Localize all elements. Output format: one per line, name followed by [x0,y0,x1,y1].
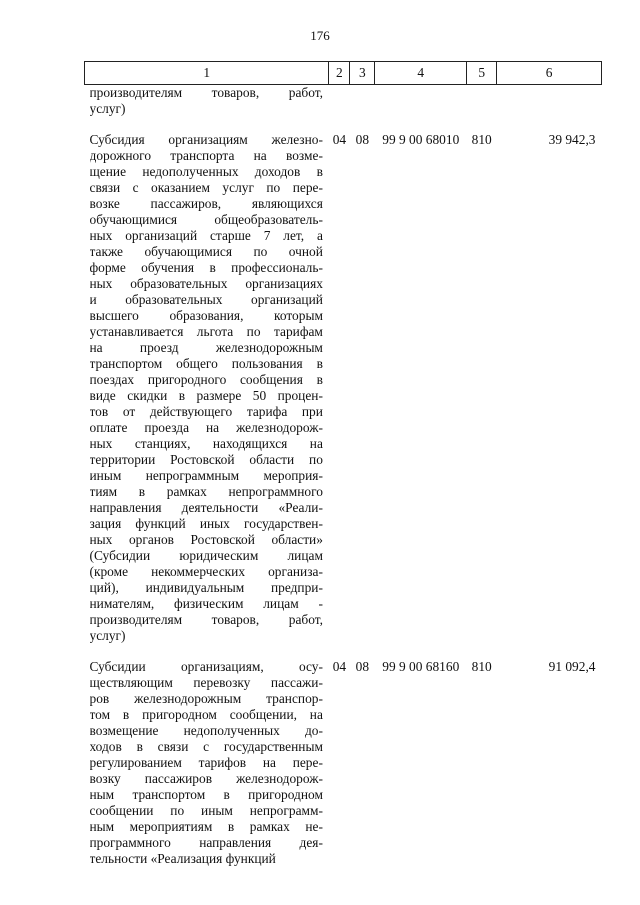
description-line: ных станциях, находящихся на [89,436,323,451]
description-line: транспортом общего пользования в [89,356,323,371]
description-line: виде скидки в размере 50 процен- [89,388,323,403]
description-line: обучающимися общеобразователь- [89,212,323,227]
row-amount: 39 942,3 [548,132,596,147]
description-line: на проезд железнодорожным [89,340,323,355]
description-line: ходов в связи с государственным [89,739,323,754]
description-line: ным транспортом в пригородном [89,787,323,802]
row-description [85,659,329,867]
description-line: нимателям, физическим лицам - [89,596,323,611]
description-line: возмещение недополученных до- [89,723,323,738]
table-header-row [85,62,602,85]
description-line: иным непрограммным мероприя- [89,468,323,483]
description-line: и образовательных организаций [89,292,323,307]
description-line: поездах пригородного сообщения в [89,372,323,387]
description-line: услуг) [89,101,126,116]
header-col-6: 6 [497,62,602,85]
description-line: связи с оказанием услуг по пере- [89,180,323,195]
row-vr: 810 [471,659,492,674]
description-line: ществляющим перевозку пассажи- [89,675,323,690]
description-line: (Субсидии юридическим лицам [89,548,323,563]
description-line: услуг) [89,628,126,643]
description-line: том в пригородном сообщении, на [89,707,323,722]
page-number: 176 [310,28,330,43]
table-row [85,659,602,867]
header-col-2: 2 [329,62,350,85]
description-line: оплате проезда на железнодорож- [89,420,323,435]
description-line: Субсидия организациям железно- [89,132,323,147]
table-row [85,132,602,644]
description-line: тов от действующего тарифа при [89,404,323,419]
row-vr: 810 [471,132,492,147]
description-line: дорожного транспорта на возме- [89,148,323,163]
description-line: ных органов Ростовской области» [89,532,323,547]
description-line: тиям в рамках непрограммного [89,484,323,499]
header-col-4: 4 [375,62,467,85]
row-csr: 99 9 00 68010 [382,132,460,147]
description-line: производителям товаров, работ, [89,612,323,627]
header-col-5: 5 [467,62,497,85]
description-line: возке пассажиров, являющихся [89,196,323,211]
description-line: сообщении по иным непрограмм- [89,803,323,818]
description-line: высшего образования, которым [89,308,323,323]
description-line: направления деятельности «Реали- [89,500,323,515]
description-line: устанавливается льгота по тарифам [89,324,323,339]
description-line: ных образовательных организациях [89,276,323,291]
row-description [85,132,329,644]
row-csr: 99 9 00 68160 [382,659,460,674]
row-pr: 08 [355,659,370,674]
description-line: возку пассажиров железнодорож- [89,771,323,786]
description-line: (кроме некоммерческих организа- [89,564,323,579]
continuation-row [85,85,602,118]
row-rz: 04 [332,659,347,674]
budget-table [84,61,602,867]
description-line: щение недополученных доходов в [89,164,323,179]
continuation-description [85,85,329,118]
description-line: Субсидии организациям, осу- [89,659,323,674]
description-line: ров железнодорожным транспор- [89,691,323,706]
row-amount: 91 092,4 [548,659,596,674]
description-line: ций), индивидуальным предпри- [89,580,323,595]
description-line: регулированием тарифов на пере- [89,755,323,770]
description-line: зация функций иных государствен- [89,516,323,531]
description-line: производителям товаров, работ, [89,85,323,100]
description-line: ным мероприятиям в рамках не- [89,819,323,834]
header-col-1: 1 [85,62,329,85]
row-rz: 04 [332,132,347,147]
header-col-3: 3 [350,62,375,85]
description-line: форме обучения в профессиональ- [89,260,323,275]
row-pr: 08 [355,132,370,147]
description-line: ных организаций старше 7 лет, а [89,228,323,243]
description-line: тельности «Реализация функций [89,851,276,866]
description-line: программного направления дея- [89,835,323,850]
description-line: также обучающимися по очной [89,244,323,259]
description-line: территории Ростовской области по [89,452,323,467]
